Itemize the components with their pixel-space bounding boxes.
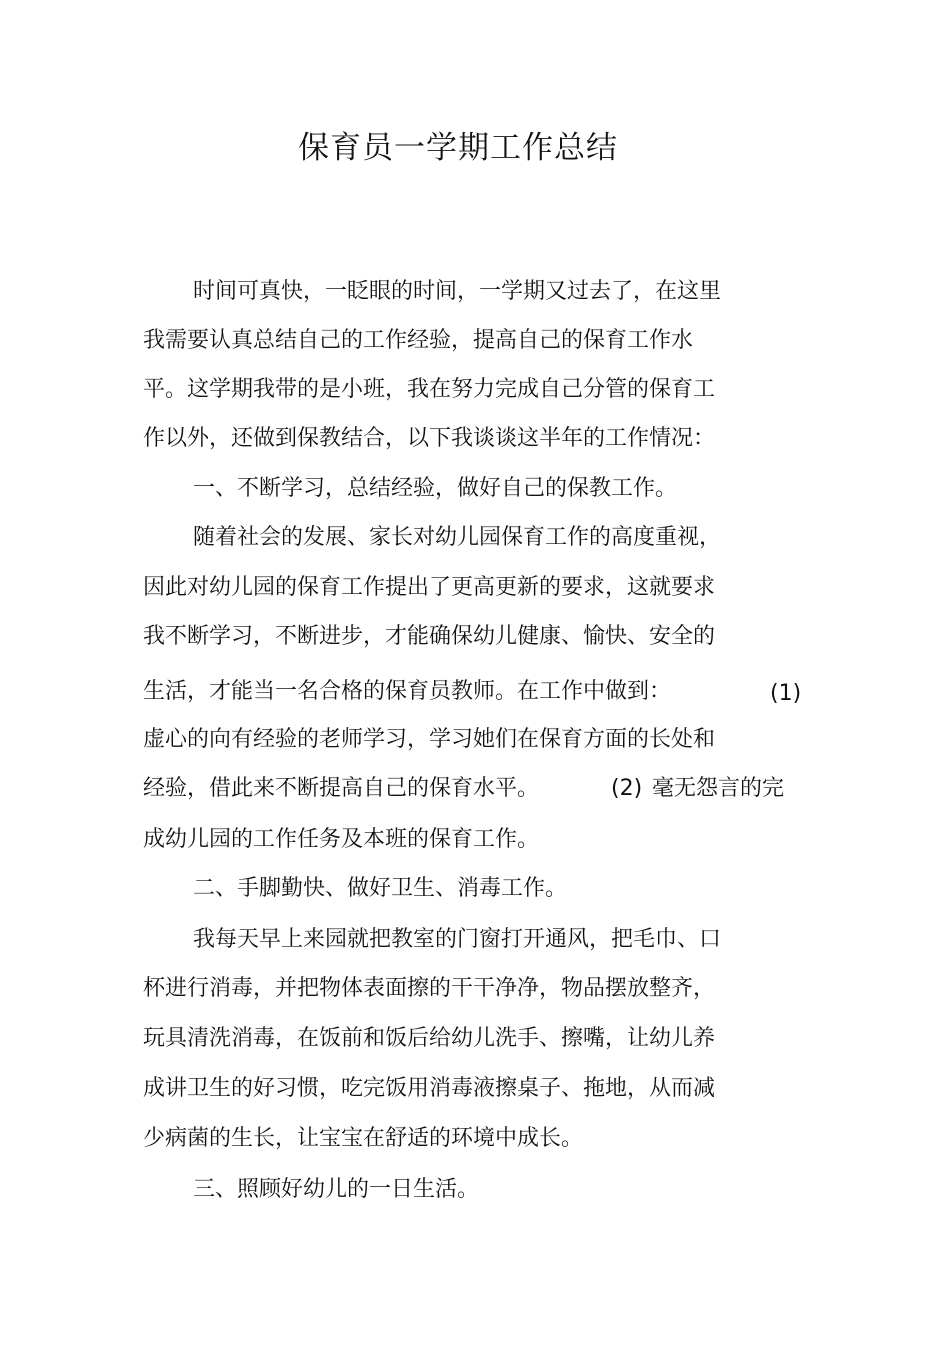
- paragraph-line: 经验，借此来不断提高自己的保育水平。: [143, 776, 540, 801]
- list-marker: (2): [611, 776, 643, 801]
- section-heading: 二、手脚勤快、做好卫生、消毒工作。: [193, 876, 568, 901]
- paragraph-line: 我每天早上来园就把教室的门窗打开通风，把毛巾、口: [193, 927, 722, 952]
- paragraph-line: 平。这学期我带的是小班，我在努力完成自己分管的保育工: [143, 377, 716, 402]
- paragraph-line: 虚心的向有经验的老师学习，学习她们在保育方面的长处和: [143, 727, 716, 752]
- list-marker: (1): [770, 681, 802, 706]
- paragraph-line: 生活，才能当一名合格的保育员教师。在工作中做到：: [143, 679, 672, 704]
- paragraph-line: 因此对幼儿园的保育工作提出了更高更新的要求，这就要求: [143, 575, 716, 600]
- paragraph-line: 成幼儿园的工作任务及本班的保育工作。: [143, 827, 540, 852]
- paragraph-line: 成讲卫生的好习惯，吃完饭用消毒液擦桌子、拖地，从而减: [143, 1076, 716, 1101]
- section-heading: 一、不断学习，总结经验，做好自己的保教工作。: [193, 476, 678, 501]
- paragraph-line: 杯进行消毒，并把物体表面擦的干干净净，物品摆放整齐，: [143, 976, 716, 1001]
- section-heading: 三、照顾好幼儿的一日生活。: [193, 1177, 480, 1202]
- paragraph-line-tail: 毫无怨言的完: [652, 776, 785, 801]
- paragraph-line: 少病菌的生长，让宝宝在舒适的环境中成长。: [143, 1126, 584, 1151]
- paragraph-line: 我不断学习，不断进步，才能确保幼儿健康、愉快、安全的: [143, 624, 716, 649]
- document-title: 保育员一学期工作总结: [298, 130, 618, 166]
- paragraph-line: 我需要认真总结自己的工作经验，提高自己的保育工作水: [143, 328, 694, 353]
- paragraph-line: 玩具清洗消毒，在饭前和饭后给幼儿洗手、擦嘴，让幼儿养: [143, 1026, 716, 1051]
- paragraph-line: 时间可真快，一眨眼的时间，一学期又过去了，在这里: [193, 279, 722, 304]
- paragraph-line: 作以外，还做到保教结合，以下我谈谈这半年的工作情况：: [143, 426, 716, 451]
- paragraph-line: 随着社会的发展、家长对幼儿园保育工作的高度重视，: [193, 525, 722, 550]
